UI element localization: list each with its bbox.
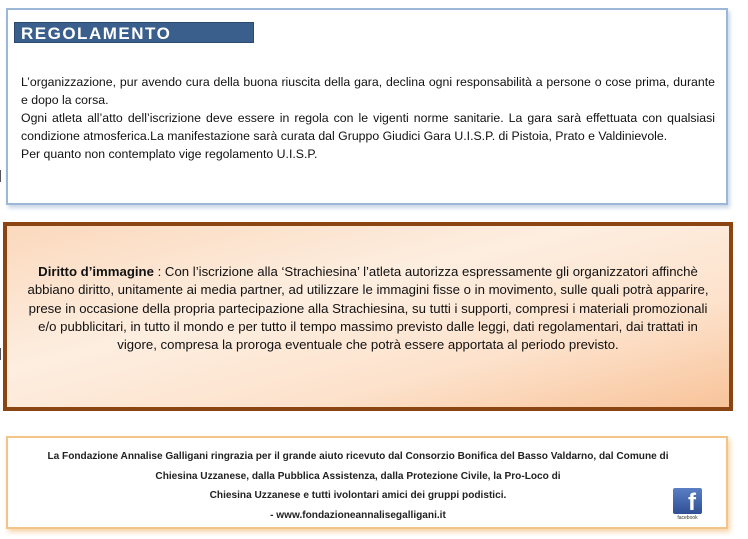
- facebook-icon[interactable]: [673, 488, 702, 522]
- facebook-label: facebook: [677, 515, 698, 521]
- regolamento-paragraph-1: L’organizzazione, pur avendo cura della buona riuscita della gara, declina ogni responsabilità a persone o cose prima, durante e dopo la corsa.: [21, 75, 715, 107]
- diritto-immagine-label: Diritto d’immagine: [38, 264, 154, 279]
- diritto-immagine-box: [3, 222, 733, 411]
- diritto-immagine-text: [21, 263, 715, 354]
- ringraziamenti-text: [18, 447, 698, 525]
- website-link[interactable]: - www.fondazioneannalisegalligani.it: [270, 509, 446, 521]
- ringraziamenti-box: [6, 436, 728, 529]
- diritto-immagine-body: : Con l’iscrizione alla ‘Strachiesina’ l’atleta autorizza espressamente gli organizzatori affinchè abbiano diritto, unitamente ai media partner, ad utilizzare le immagini fisse o in movimento, sulle quali potrà apparire, prese in occasione della propria partecipazione alla Strachiesina, su tutti i supporti, compresi i materiali promozionali e/o pubblicitari, in tutto il mondo e per tutto il tempo massimo previsto dalle leggi, dati regolamentari, dai trattati in vigore, compresa la proroga eventuale che potrà essere apportata al periodo previsto.: [27, 264, 709, 353]
- ringraziamenti-line-1: La Fondazione Annalise Galligani ringrazia per il grande aiuto ricevuto dal Consorzio Bonifica del Basso Valdarno, dal Comune di: [47, 451, 669, 462]
- margin-mark: [0, 170, 1, 182]
- ringraziamenti-line-2: Chiesina Uzzanese, dalla Pubblica Assistenza, dalla Protezione Civile, la Pro-Loco di: [155, 470, 561, 482]
- regolamento-paragraph-3: Per quanto non contemplato vige regolamento U.I.S.P.: [21, 147, 318, 161]
- regolamento-text: [21, 73, 715, 163]
- regolamento-paragraph-2: Ogni atleta all’atto dell’iscrizione deve essere in regola con le vigenti norme sanitarie. La gara sarà effettuata con qualsiasi condizione atmosferica.La manifestazione sarà curata dal Gruppo Giudici Gara U.I.S.P. di Pistoia, Prato e Valdinievole.: [21, 111, 715, 143]
- facebook-glyph: f: [673, 488, 702, 514]
- margin-mark: [0, 348, 1, 360]
- ringraziamenti-line-3: Chiesina Uzzanese e tutti ivolontari amici dei gruppi podistici.: [209, 490, 507, 501]
- regolamento-box: [6, 8, 728, 205]
- regolamento-title: REGOLAMENTO: [14, 22, 254, 43]
